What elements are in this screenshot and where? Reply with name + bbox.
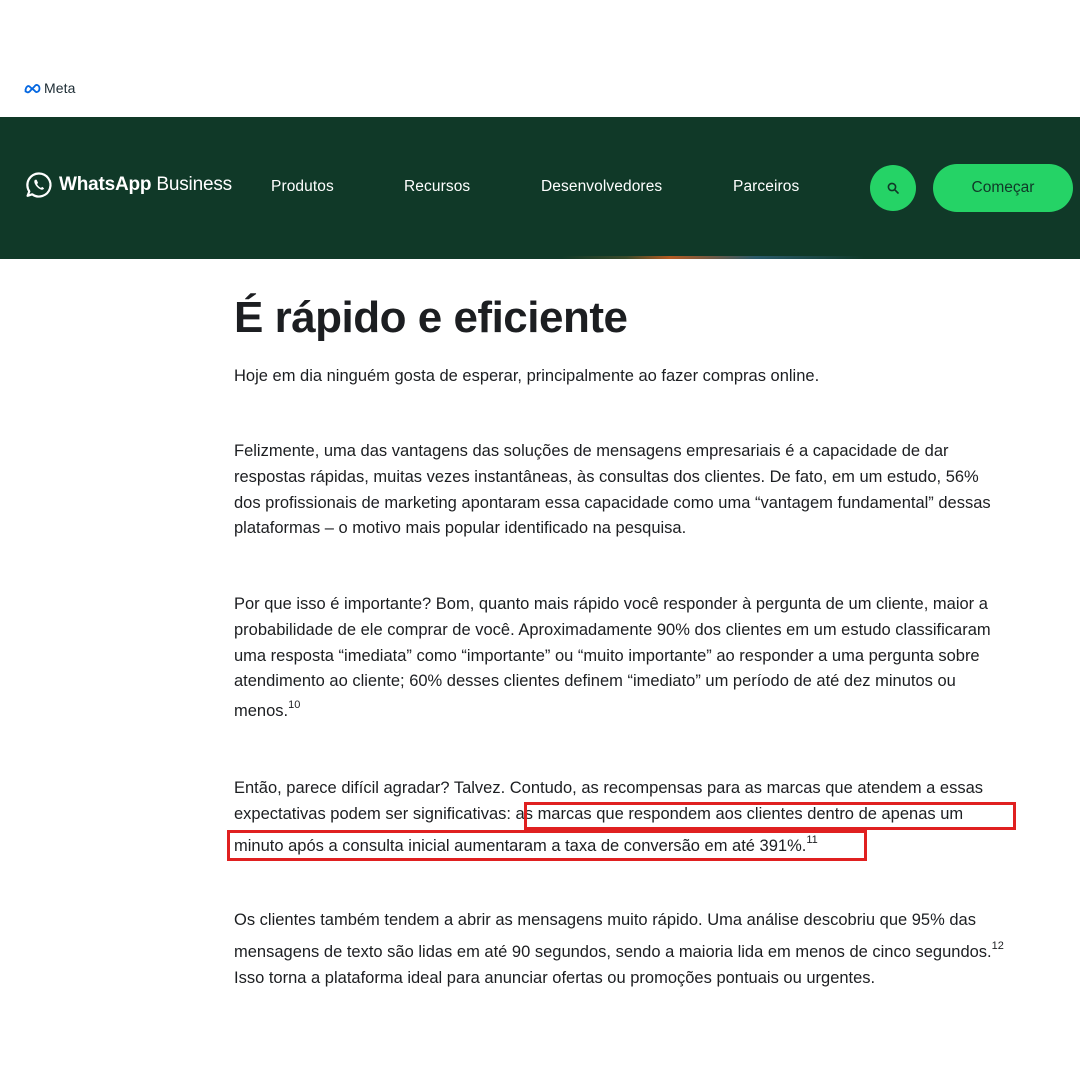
- meta-logo[interactable]: [24, 80, 76, 96]
- nav-item-desenvolvedores[interactable]: Desenvolvedores: [541, 178, 663, 195]
- paragraph-2: [234, 439, 991, 542]
- paragraph-line: Felizmente, uma das vantagens das soluções de mensagens empresariais é a capacidade de dar: [234, 442, 949, 460]
- paragraph-line: Isso torna a plataforma ideal para anunciar ofertas ou promoções pontuais ou urgentes.: [234, 968, 876, 987]
- paragraph-line: atendimento ao cliente; 60% desses clientes definem “imediato” um período de até dez minutos ou: [234, 672, 956, 691]
- paragraph-line: dos profissionais de marketing apontaram essa capacidade como uma “vantagem fundamental” dessas: [234, 493, 991, 512]
- paragraph-3: [234, 592, 991, 725]
- nav-item-parceiros[interactable]: Parceiros: [733, 178, 800, 195]
- brand-name-light: Business: [151, 174, 232, 195]
- get-started-button[interactable]: Começar: [933, 164, 1073, 212]
- paragraph-line-last: [234, 699, 991, 725]
- paragraph-line-text: expectativas podem ser significativas:: [234, 804, 511, 823]
- highlighted-text-part-2: minuto após a consulta inicial aumentaram a taxa de conversão em até 391%.: [234, 836, 807, 855]
- meta-top-bar: [0, 0, 1080, 117]
- paragraph-line: Hoje em dia ninguém gosta de esperar, principalmente ao fazer compras online.: [234, 367, 820, 385]
- paragraph-line: Os clientes também tendem a abrir as mensagens muito rápido. Uma análise descobriu que 95% das: [234, 911, 976, 929]
- nav-item-produtos[interactable]: Produtos: [271, 178, 334, 195]
- paragraph-line-text: menos.: [234, 702, 289, 721]
- paragraph-line: respostas rápidas, muitas vezes instantâneas, às consultas dos clientes. De fato, em um estudo, 56%: [234, 467, 979, 486]
- footnote-ref-11[interactable]: 11: [806, 833, 818, 846]
- paragraph-line: Por que isso é importante? Bom, quanto mais rápido você responder à pergunta de um cliente, maior a: [234, 595, 988, 613]
- brand-name-bold: WhatsApp: [59, 174, 152, 195]
- search-button[interactable]: [870, 165, 916, 211]
- highlight-box-line1: [524, 802, 1016, 830]
- highlight-box-line2: [227, 830, 867, 861]
- paragraph-line: Então, parece difícil agradar? Talvez. Contudo, as recompensas para as marcas que atendem a essas: [234, 779, 984, 797]
- article-title: É rápido e eficiente: [234, 293, 628, 342]
- highlighted-text-part-1: as marcas que respondem aos clientes dentro de apenas um: [510, 804, 964, 823]
- paragraph-line: uma resposta “imediata” como “importante” ou “muito importante” ao responder a uma pergunta sobre: [234, 646, 980, 665]
- search-icon: [887, 182, 899, 194]
- paragraph-line: [234, 940, 1004, 966]
- paragraph-5: [234, 908, 1004, 991]
- nav-item-recursos[interactable]: Recursos: [404, 178, 471, 195]
- meta-logo-text: Meta: [44, 80, 76, 96]
- hero-image-edge: [0, 256, 1080, 259]
- paragraph-line: probabilidade de ele comprar de você. Aproximadamente 90% dos clientes em um estudo classificaram: [234, 620, 991, 639]
- footnote-ref-12[interactable]: 12: [991, 939, 1004, 952]
- meta-infinity-icon: [24, 83, 41, 94]
- paragraph-1: [234, 364, 819, 390]
- whatsapp-business-logo[interactable]: [25, 171, 232, 199]
- paragraph-line: plataformas – o motivo mais popular identificado na pesquisa.: [234, 519, 687, 538]
- footnote-ref-10[interactable]: 10: [288, 699, 301, 712]
- whatsapp-icon: [25, 171, 53, 199]
- paragraph-line-text: mensagens de texto são lidas em até 90 segundos, sendo a maioria lida em menos de cinco segundos.: [234, 942, 992, 961]
